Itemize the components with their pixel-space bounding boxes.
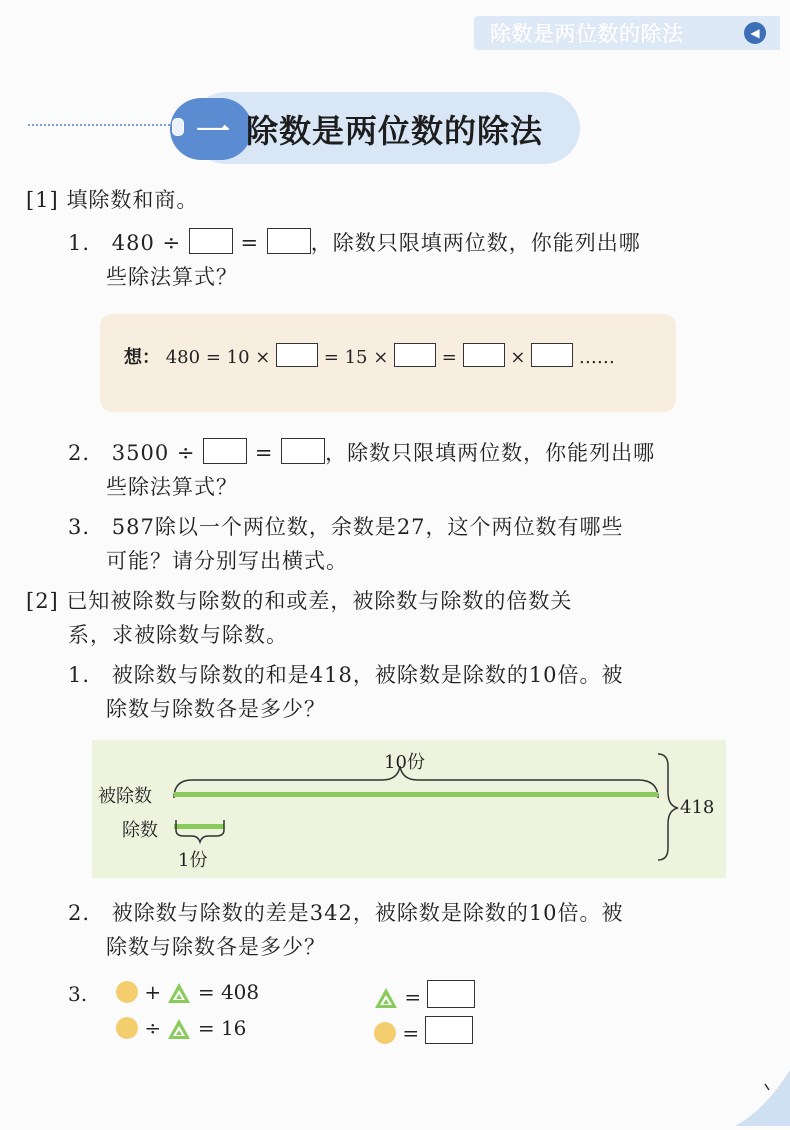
answer-box[interactable] (463, 343, 505, 367)
answer-circle (374, 1016, 473, 1045)
question-text: ，除数只限填两位数，你能列出哪 (325, 441, 656, 465)
q2-2-line2: 除数与除数各是多少？ (106, 935, 326, 959)
triangle-icon (167, 1018, 191, 1040)
equals: = (441, 347, 457, 368)
label-one-part: 1份 (178, 850, 208, 871)
answer-box[interactable] (281, 438, 325, 464)
problem-text: 已知被除数与除数的和或差，被除数与除数的倍数关 (66, 589, 573, 613)
bottom-brace (176, 820, 224, 842)
hint-label: 想： (124, 347, 160, 368)
question-number: 3. (68, 515, 91, 539)
dividend-bar (174, 792, 658, 797)
q2-2-line1 (68, 896, 624, 930)
page-curl-icon (735, 1070, 790, 1130)
problem-2-heading (26, 584, 572, 618)
expression: 3500 ÷ (111, 441, 196, 465)
triangle-icon (374, 987, 398, 1009)
running-title: 除数是两位数的除法 (490, 22, 684, 46)
equals: = (402, 1021, 420, 1045)
problem-1-heading (26, 183, 198, 217)
answer-box[interactable] (427, 980, 475, 1008)
dotted-divider (28, 124, 178, 126)
divisor-bar (174, 824, 224, 829)
problem-tag: [1] (26, 188, 59, 212)
label-dividend: 被除数 (98, 786, 152, 807)
ellipsis: …… (578, 347, 615, 368)
question-text: ，除数只限填两位数，你能列出哪 (310, 231, 641, 255)
question-text: 被除数与除数的差是342，被除数是除数的10倍。被 (111, 901, 624, 925)
q1-3-line1 (68, 510, 624, 544)
answer-box[interactable] (267, 228, 311, 254)
circle-icon (116, 1017, 138, 1039)
question-text: 被除数与除数的和是418，被除数是除数的10倍。被 (111, 663, 624, 687)
problem-tag: [2] (26, 589, 59, 613)
expression: 480 ÷ (111, 231, 182, 255)
q2-3-eq2 (116, 1016, 246, 1040)
back-arrow-icon[interactable]: ◀ (744, 22, 766, 44)
answer-box[interactable] (394, 343, 436, 367)
answer-box[interactable] (531, 343, 573, 367)
equals: = (254, 441, 274, 465)
section-title: 除数是两位数的除法 (246, 112, 544, 150)
answer-box[interactable] (189, 228, 233, 254)
times: × (510, 347, 526, 368)
label-ten-parts: 10份 (384, 752, 425, 773)
section-number: 一 (196, 112, 230, 152)
q1-3-line2: 可能？请分别写出横式。 (106, 549, 348, 573)
circle-icon (374, 1022, 396, 1044)
answer-box[interactable] (425, 1016, 473, 1044)
divide: ÷ (144, 1016, 162, 1040)
equals: = (404, 985, 422, 1009)
answer-box[interactable] (276, 343, 318, 367)
q1-2-line1 (68, 436, 655, 470)
answer-triangle (374, 980, 475, 1009)
triangle-icon (167, 982, 191, 1004)
hint-expr: = 15 × (323, 347, 389, 368)
equation-result: = 408 (197, 980, 260, 1004)
label-divisor: 除数 (122, 820, 158, 841)
label-total: 418 (680, 797, 715, 818)
plus: + (144, 980, 162, 1004)
equation-result: = 16 (197, 1016, 247, 1040)
question-number: 2. (68, 901, 91, 925)
q2-1-line1 (68, 658, 624, 692)
question-text: 587除以一个两位数，余数是27，这个两位数有哪些 (111, 515, 624, 539)
q1-1-line1 (68, 226, 641, 260)
q1-1-line2: 些除法算式？ (106, 265, 238, 289)
q1-2-line2: 些除法算式？ (106, 475, 238, 499)
question-number: 2. (68, 441, 91, 465)
hint-expr: 480 = 10 × (165, 347, 271, 368)
answer-box[interactable] (203, 438, 247, 464)
question-number: 1. (68, 231, 91, 255)
problem-2-line2: 系，求被除数与除数。 (68, 623, 288, 647)
q2-3-number: 3. (68, 982, 88, 1006)
problem-text: 填除数和商。 (66, 188, 199, 212)
right-brace (658, 754, 678, 860)
hint-line (124, 340, 615, 376)
circle-icon (116, 981, 138, 1003)
q2-3-eq1 (116, 980, 259, 1004)
badge-knob-icon (172, 118, 184, 136)
question-number: 1. (68, 663, 91, 687)
equals: = (240, 231, 260, 255)
q2-1-line2: 除数与除数各是多少？ (106, 697, 326, 721)
